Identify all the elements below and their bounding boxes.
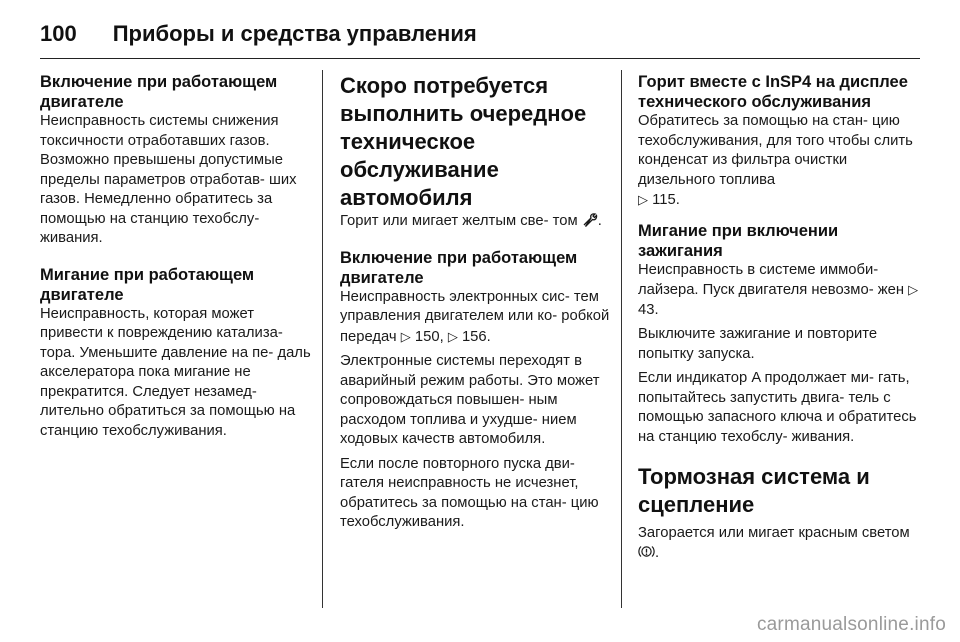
page-ref-icon: ▷ (908, 282, 919, 297)
wrench-icon (582, 213, 598, 227)
page-header (40, 14, 920, 54)
title-brake-system: Тормозная система и сцепление (638, 464, 870, 517)
page-number: 100 (40, 21, 77, 46)
page-ref-icon: ▷ (400, 328, 411, 344)
column-divider-1 (322, 70, 323, 608)
column-3 (638, 72, 920, 563)
paragraph-turn-off-ignition: Выключите зажигание и повторите попытку запуска. (638, 326, 878, 362)
page-ref-icon: ▷ (638, 192, 648, 207)
header-divider (40, 58, 920, 59)
column-2 (340, 72, 610, 533)
paragraph-brake-warning: Загорается или мигает красным светом . (638, 525, 910, 561)
paragraph-emergency-mode: Электронные системы переходят в аварийный режим работы. Это может сопровождаться повышен- ным расходом топлива и ухудше- нием ходовых качеств автомобиля. (340, 353, 600, 447)
watermark: carmanualsonline.info (756, 614, 946, 635)
paragraph-electronic-fault: Неисправность электронных сис- тем управления двигателем или ко- робкой передач ▷ 150, ▷ 156. (340, 288, 610, 345)
section-title: Приборы и средства управления (112, 21, 477, 46)
title-service-soon: Скоро потребуется выполнить очередное техническое обслуживание автомобиля (340, 73, 587, 210)
heading-on-running-engine-2: Включение при работающем двигателе (340, 248, 578, 287)
heading-insp4: Горит вместе с InSP4 на дисплее технического обслуживания (638, 73, 908, 111)
paragraph-catalyst-damage: Неисправность, которая может привести к повреждению катализа- тора. Уменьшите давление на пе- даль акселератора пока мигание не прекратится. Следует незамед- лительно обратиться за помощью на станцию техобслуживания. (40, 305, 311, 439)
brake-warning-icon (638, 544, 655, 559)
paragraph-immobilizer: Неисправность в системе иммоби- лайзера. Пуск двигателя невозмо- жен ▷ 43. (638, 261, 919, 318)
page-ref-link[interactable]: 150, (414, 328, 444, 345)
page-ref-link[interactable]: 43. (638, 301, 659, 318)
heading-blinking-ignition: Мигание при включении зажигания (638, 221, 839, 260)
paragraph-restart-advice: Если после повторного пуска дви- гателя неисправность не исчезнет, обратитесь за помощью на стан- цию техобслуживания. (340, 455, 599, 530)
page-ref-link[interactable]: 156. (461, 328, 491, 345)
paragraph-condensate: Обратитесь за помощью на стан- цию техобслуживания, для того чтобы слить конденсат из фильтра очистки дизельного топлива (638, 113, 913, 188)
paragraph-service-intro: Горит или мигает желтым све- том . (340, 213, 602, 229)
heading-on-running-engine: Включение при работающем двигателе (40, 73, 278, 111)
column-divider-2 (621, 70, 622, 608)
page-ref-icon: ▷ (447, 328, 458, 344)
heading-blinking-running-engine: Мигание при работающем двигателе (40, 265, 255, 304)
paragraph-exhaust-fault: Неисправность системы снижения токсичности отработавших газов. Возможно превышены допустимые пределы параметров отработав- ших газов. Немедленно обратитесь за помощью на станцию техобслу- живания. (40, 113, 297, 246)
column-1 (40, 72, 314, 441)
paragraph-spare-key: Если индикатор A продолжает ми- гать, попытайтесь запустить двига- тель с помощью запасного ключа и обратитесь на станцию техобслу- живания. (638, 370, 917, 445)
page-ref-link[interactable]: 115. (652, 192, 680, 208)
paragraph-ref-115 (638, 190, 920, 211)
